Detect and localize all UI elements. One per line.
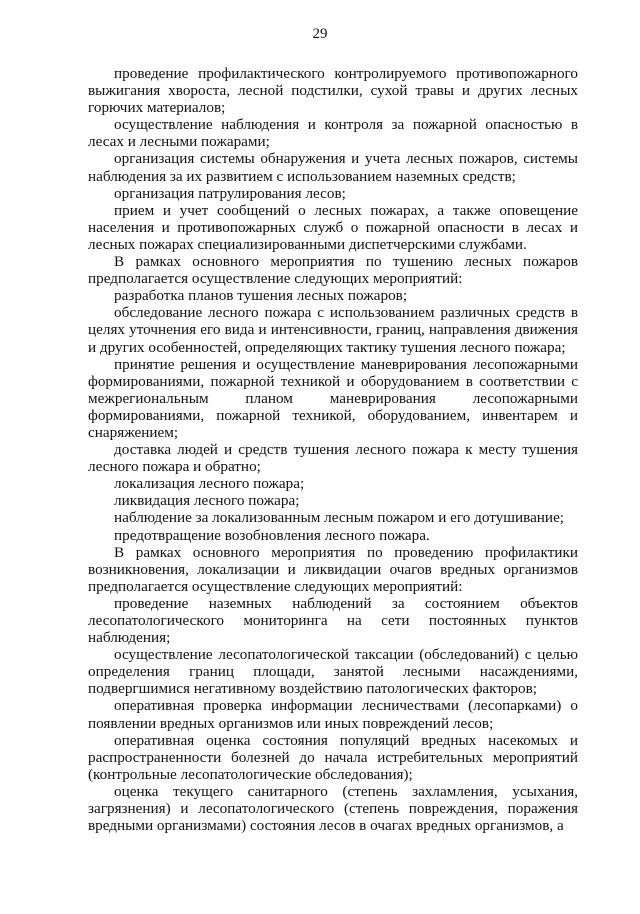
paragraph: предотвращение возобновления лесного пожара. (114, 526, 430, 544)
paragraph: оценка текущего санитарного (степень захламления, усыхания, загрязнения) и лесопатологического (степень повреждения, поражения вредными организмами) состояния лесов в очагах вредных организмов, а (88, 782, 578, 835)
paragraph: проведение наземных наблюдений за состоянием объектов лесопатологического мониторинга на сети постоянных пунктов наблюдения; (88, 594, 578, 647)
paragraph: обследование лесного пожара с использованием различных средств в целях уточнения его вида и интенсивности, границ, направления движения и других особенностей, определяющих тактику тушения лесного пожара; (88, 304, 578, 356)
paragraph: прием и учет сообщений о лесных пожарах, а также оповещение населения и противопожарных служб о пожарной опасности в лесах и лесных пожарах специализированными диспетчерскими службами. (88, 201, 578, 253)
paragraph: принятие решения и осуществление маневрирования лесопожарными формированиями, пожарной техникой и оборудованием в соответствии с межрегиональным планом маневрирования лесопожарными формированиями, пожарной техникой, оборудованием, инвентарем и снаряжением; (88, 355, 578, 441)
paragraph: организация патрулирования лесов; (114, 184, 346, 202)
paragraph: осуществление лесопатологической таксации (обследований) с целью определения границ площади, занятой лесными насаждениями, подвергшимися негативному воздействию патологических факторов; (88, 646, 578, 698)
page-number: 29 (312, 26, 328, 42)
paragraph: осуществление наблюдения и контроля за пожарной опасностью в лесах и лесными пожарами; (88, 116, 578, 151)
paragraph: В рамках основного мероприятия по проведению профилактики возникновения, локализации и ликвидации очагов вредных организмов предполагается осуществление следующих мероприятий: (88, 543, 578, 595)
paragraph: доставка людей и средств тушения лесного пожара к месту тушения лесного пожара и обратно; (88, 441, 578, 476)
paragraph: проведение профилактического контролируемого противопожарного выжигания хвороста, лесной подстилки, сухой травы и других лесных горючих материалов; (88, 65, 578, 117)
paragraph: разработка планов тушения лесных пожаров; (114, 287, 408, 305)
paragraph: организация системы обнаружения и учета лесных пожаров, системы наблюдения за их развитием с использованием наземных средств; (88, 150, 578, 185)
paragraph: наблюдение за локализованным лесным пожаром и его дотушивание; (114, 509, 565, 527)
paragraph: локализация лесного пожара; (114, 475, 305, 493)
paragraph: В рамках основного мероприятия по тушению лесных пожаров предполагается осуществление следующих мероприятий: (88, 253, 578, 288)
paragraph: оперативная оценка состояния популяций вредных насекомых и распространенности болезней до начала истребительных мероприятий (контрольные лесопатологические обследования); (88, 731, 578, 783)
paragraph: ликвидация лесного пожара; (114, 492, 300, 510)
paragraph: оперативная проверка информации лесничествами (лесопарками) о появлении вредных организмов или иных повреждений лесов; (88, 697, 578, 732)
document-body (88, 65, 578, 834)
